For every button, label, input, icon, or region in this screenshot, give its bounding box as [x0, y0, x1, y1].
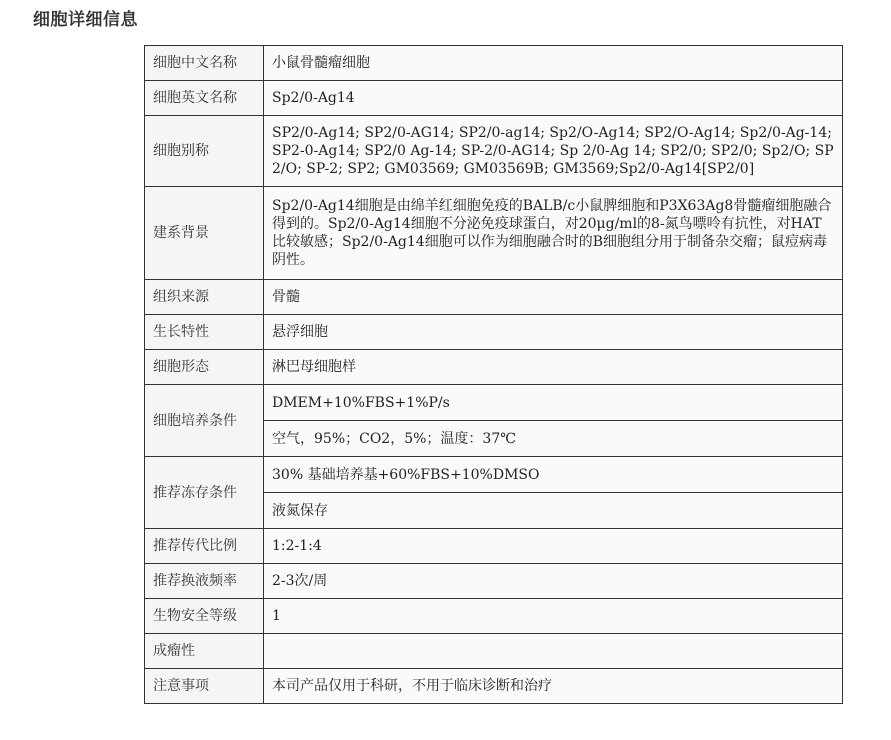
page-title: 细胞详细信息: [33, 10, 138, 30]
cell-info-table: [144, 45, 843, 704]
table-row: [145, 669, 843, 704]
row-label-passage-ratio: 推荐传代比例: [145, 529, 264, 564]
table-row: [145, 457, 843, 493]
row-value-freezing-medium: 30% 基础培养基+60%FBS+10%DMSO: [264, 457, 843, 493]
table-row: [145, 564, 843, 599]
row-label-aliases: 细胞别称: [145, 116, 264, 187]
row-value-chinese-name: 小鼠骨髓瘤细胞: [264, 46, 843, 81]
row-label-freezing: 推荐冻存条件: [145, 457, 264, 529]
row-value-tumorigenicity: [264, 634, 843, 669]
table-row: [145, 116, 843, 187]
table-row: [145, 599, 843, 634]
table-row: [145, 46, 843, 81]
row-label-chinese-name: 细胞中文名称: [145, 46, 264, 81]
row-value-freezing-storage: 液氮保存: [264, 493, 843, 529]
row-label-growth: 生长特性: [145, 315, 264, 350]
row-label-morphology: 细胞形态: [145, 350, 264, 385]
table-row: [145, 81, 843, 116]
row-value-tissue-source: 骨髓: [264, 280, 843, 315]
row-value-english-name: Sp2/0-Ag14: [264, 81, 843, 116]
row-value-morphology: 淋巴母细胞样: [264, 350, 843, 385]
row-label-tumorigenicity: 成瘤性: [145, 634, 264, 669]
row-label-background: 建系背景: [145, 187, 264, 280]
row-value-growth: 悬浮细胞: [264, 315, 843, 350]
table-row: [145, 280, 843, 315]
row-value-background: Sp2/0-Ag14细胞是由绵羊红细胞免疫的BALB/c小鼠脾细胞和P3X63Ag8骨髓瘤细胞融合得到的。Sp2/0-Ag14细胞不分泌免疫球蛋白，对20μg/ml的8-氮鸟嘌呤有抗性，对HAT比较敏感；Sp2/0-Ag14细胞可以作为细胞融合时的B细胞组分用于制备杂交瘤；鼠痘病毒阴性。: [264, 187, 843, 280]
table-row: [145, 315, 843, 350]
row-value-medium-change: 2-3次/周: [264, 564, 843, 599]
table-row: [145, 385, 843, 421]
row-value-culture-medium: DMEM+10%FBS+1%P/s: [264, 385, 843, 421]
row-value-culture-atmosphere: 空气，95%；CO2，5%；温度：37℃: [264, 421, 843, 457]
row-label-tissue-source: 组织来源: [145, 280, 264, 315]
row-value-passage-ratio: 1:2-1:4: [264, 529, 843, 564]
table-row: [145, 187, 843, 280]
table-row: [145, 529, 843, 564]
table-row: [145, 350, 843, 385]
row-value-aliases: SP2/0-Ag14; SP2/0-AG14; SP2/0-ag14; Sp2/O-Ag14; SP2/O-Ag14; Sp2/0-Ag-14; SP2-0-Ag14; SP2/0 Ag-14; SP-2/0-AG14; Sp 2/0-Ag 14; SP2/0; SP2/0; Sp2/O; SP2/O; SP-2; SP2; GM03569; GM03569B; GM3569;Sp2/0-Ag14[SP2/0]: [264, 116, 843, 187]
row-label-notes: 注意事项: [145, 669, 264, 704]
table-row: [145, 634, 843, 669]
row-value-notes: 本司产品仅用于科研，不用于临床诊断和治疗: [264, 669, 843, 704]
row-value-biosafety: 1: [264, 599, 843, 634]
row-label-medium-change: 推荐换液频率: [145, 564, 264, 599]
row-label-english-name: 细胞英文名称: [145, 81, 264, 116]
row-label-biosafety: 生物安全等级: [145, 599, 264, 634]
row-label-culture: 细胞培养条件: [145, 385, 264, 457]
